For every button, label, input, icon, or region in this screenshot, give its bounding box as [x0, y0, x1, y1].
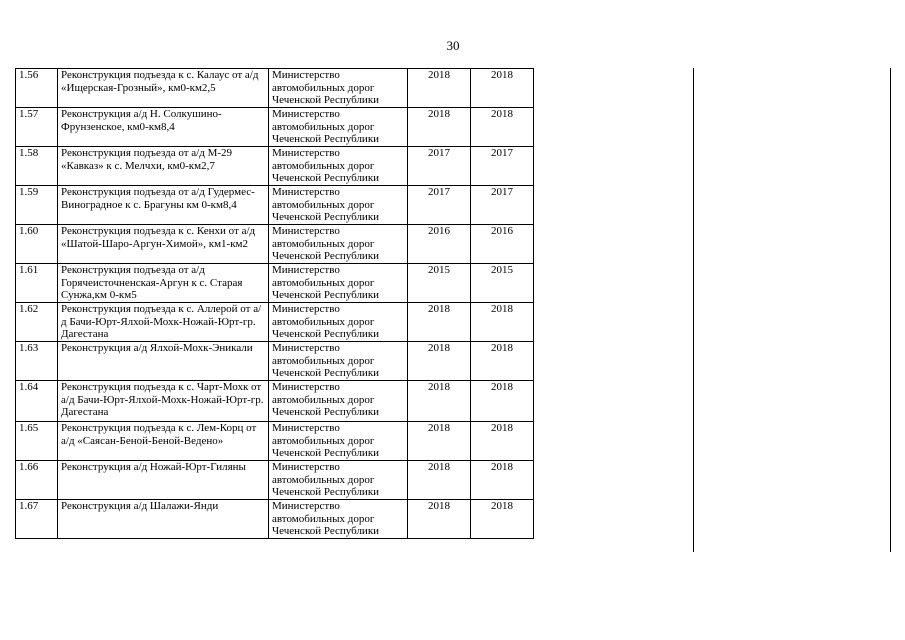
row-year-start: 2018 [408, 108, 471, 147]
row-year-end: 2016 [471, 225, 534, 264]
row-project-name: Реконструкция подъезда к с. Аллерой от а/д Бачи-Юрт-Ялхой-Мохк-Ножай-Юрт-гр. Дагестана [58, 303, 269, 342]
row-number: 1.61 [16, 264, 58, 303]
row-responsible-org: Министерство автомобильных дорог Чеченской Республики [269, 108, 408, 147]
row-year-end: 2018 [471, 500, 534, 539]
page-border-line-left [693, 68, 694, 552]
table-row [16, 186, 534, 225]
table-row [16, 225, 534, 264]
row-responsible-org: Министерство автомобильных дорог Чеченской Республики [269, 69, 408, 108]
row-project-name: Реконструкция а/д Н. Солкушино-Фрунзенское, км0-км8,4 [58, 108, 269, 147]
row-year-start: 2015 [408, 264, 471, 303]
row-project-name: Реконструкция а/д Ножай-Юрт-Гиляны [58, 461, 269, 500]
row-project-name: Реконструкция подъезда от а/д М-29 «Кавказ» к с. Мелчхи, км0-км2,7 [58, 147, 269, 186]
table-row [16, 264, 534, 303]
row-year-end: 2018 [471, 461, 534, 500]
row-year-end: 2017 [471, 186, 534, 225]
row-year-start: 2018 [408, 422, 471, 461]
program-table [15, 68, 534, 539]
row-project-name: Реконструкция подъезда к с. Калаус от а/д «Ищерская-Грозный», км0-км2,5 [58, 69, 269, 108]
table-row [16, 342, 534, 381]
row-year-end: 2018 [471, 342, 534, 381]
page-number: 30 [446, 38, 460, 53]
row-year-start: 2017 [408, 186, 471, 225]
row-responsible-org: Министерство автомобильных дорог Чеченской Республики [269, 147, 408, 186]
row-year-start: 2018 [408, 303, 471, 342]
row-year-start: 2018 [408, 461, 471, 500]
row-responsible-org: Министерство автомобильных дорог Чеченской Республики [269, 264, 408, 303]
table-row [16, 381, 534, 422]
row-year-start: 2017 [408, 147, 471, 186]
row-year-start: 2018 [408, 69, 471, 108]
table-body [16, 69, 534, 539]
row-year-end: 2018 [471, 422, 534, 461]
row-year-end: 2017 [471, 147, 534, 186]
row-responsible-org: Министерство автомобильных дорог Чеченской Республики [269, 422, 408, 461]
row-project-name: Реконструкция подъезда к с. Кенхи от а/д «Шатой-Шаро-Аргун-Химой», км1-км2 [58, 225, 269, 264]
table-row [16, 108, 534, 147]
row-number: 1.66 [16, 461, 58, 500]
row-number: 1.67 [16, 500, 58, 539]
row-project-name: Реконструкция подъезда от а/д Гудермес-Виноградное к с. Брагуны км 0-км8,4 [58, 186, 269, 225]
row-year-end: 2015 [471, 264, 534, 303]
row-number: 1.58 [16, 147, 58, 186]
row-year-start: 2016 [408, 225, 471, 264]
table-row [16, 422, 534, 461]
row-year-start: 2018 [408, 342, 471, 381]
row-project-name: Реконструкция а/д Шалажи-Янди [58, 500, 269, 539]
row-year-end: 2018 [471, 69, 534, 108]
row-year-end: 2018 [471, 381, 534, 422]
table-row [16, 500, 534, 539]
row-responsible-org: Министерство автомобильных дорог Чеченской Республики [269, 342, 408, 381]
row-number: 1.63 [16, 342, 58, 381]
row-year-end: 2018 [471, 303, 534, 342]
row-project-name: Реконструкция подъезда к с. Лем-Корц от а/д «Саясан-Беной-Беной-Ведено» [58, 422, 269, 461]
row-responsible-org: Министерство автомобильных дорог Чеченской Республики [269, 381, 408, 422]
table-row [16, 461, 534, 500]
row-responsible-org: Министерство автомобильных дорог Чеченской Республики [269, 225, 408, 264]
row-number: 1.60 [16, 225, 58, 264]
row-year-start: 2018 [408, 500, 471, 539]
row-responsible-org: Министерство автомобильных дорог Чеченской Республики [269, 186, 408, 225]
row-number: 1.62 [16, 303, 58, 342]
table-row [16, 69, 534, 108]
row-year-start: 2018 [408, 381, 471, 422]
row-responsible-org: Министерство автомобильных дорог Чеченской Республики [269, 461, 408, 500]
row-project-name: Реконструкция подъезда к с. Чарт-Мохк от а/д Бачи-Юрт-Ялхой-Мохк-Ножай-Юрт-гр. Дагестана [58, 381, 269, 422]
row-year-end: 2018 [471, 108, 534, 147]
row-number: 1.57 [16, 108, 58, 147]
row-project-name: Реконструкция подъезда от а/д Горячеисточненская-Аргун к с. Старая Сунжа,км 0-км5 [58, 264, 269, 303]
row-number: 1.64 [16, 381, 58, 422]
row-responsible-org: Министерство автомобильных дорог Чеченской Республики [269, 500, 408, 539]
row-number: 1.65 [16, 422, 58, 461]
page-border-line-right [890, 68, 891, 552]
row-project-name: Реконструкция а/д Ялхой-Мохк-Эникали [58, 342, 269, 381]
table-row [16, 147, 534, 186]
table-row [16, 303, 534, 342]
row-number: 1.56 [16, 69, 58, 108]
row-number: 1.59 [16, 186, 58, 225]
row-responsible-org: Министерство автомобильных дорог Чеченской Республики [269, 303, 408, 342]
